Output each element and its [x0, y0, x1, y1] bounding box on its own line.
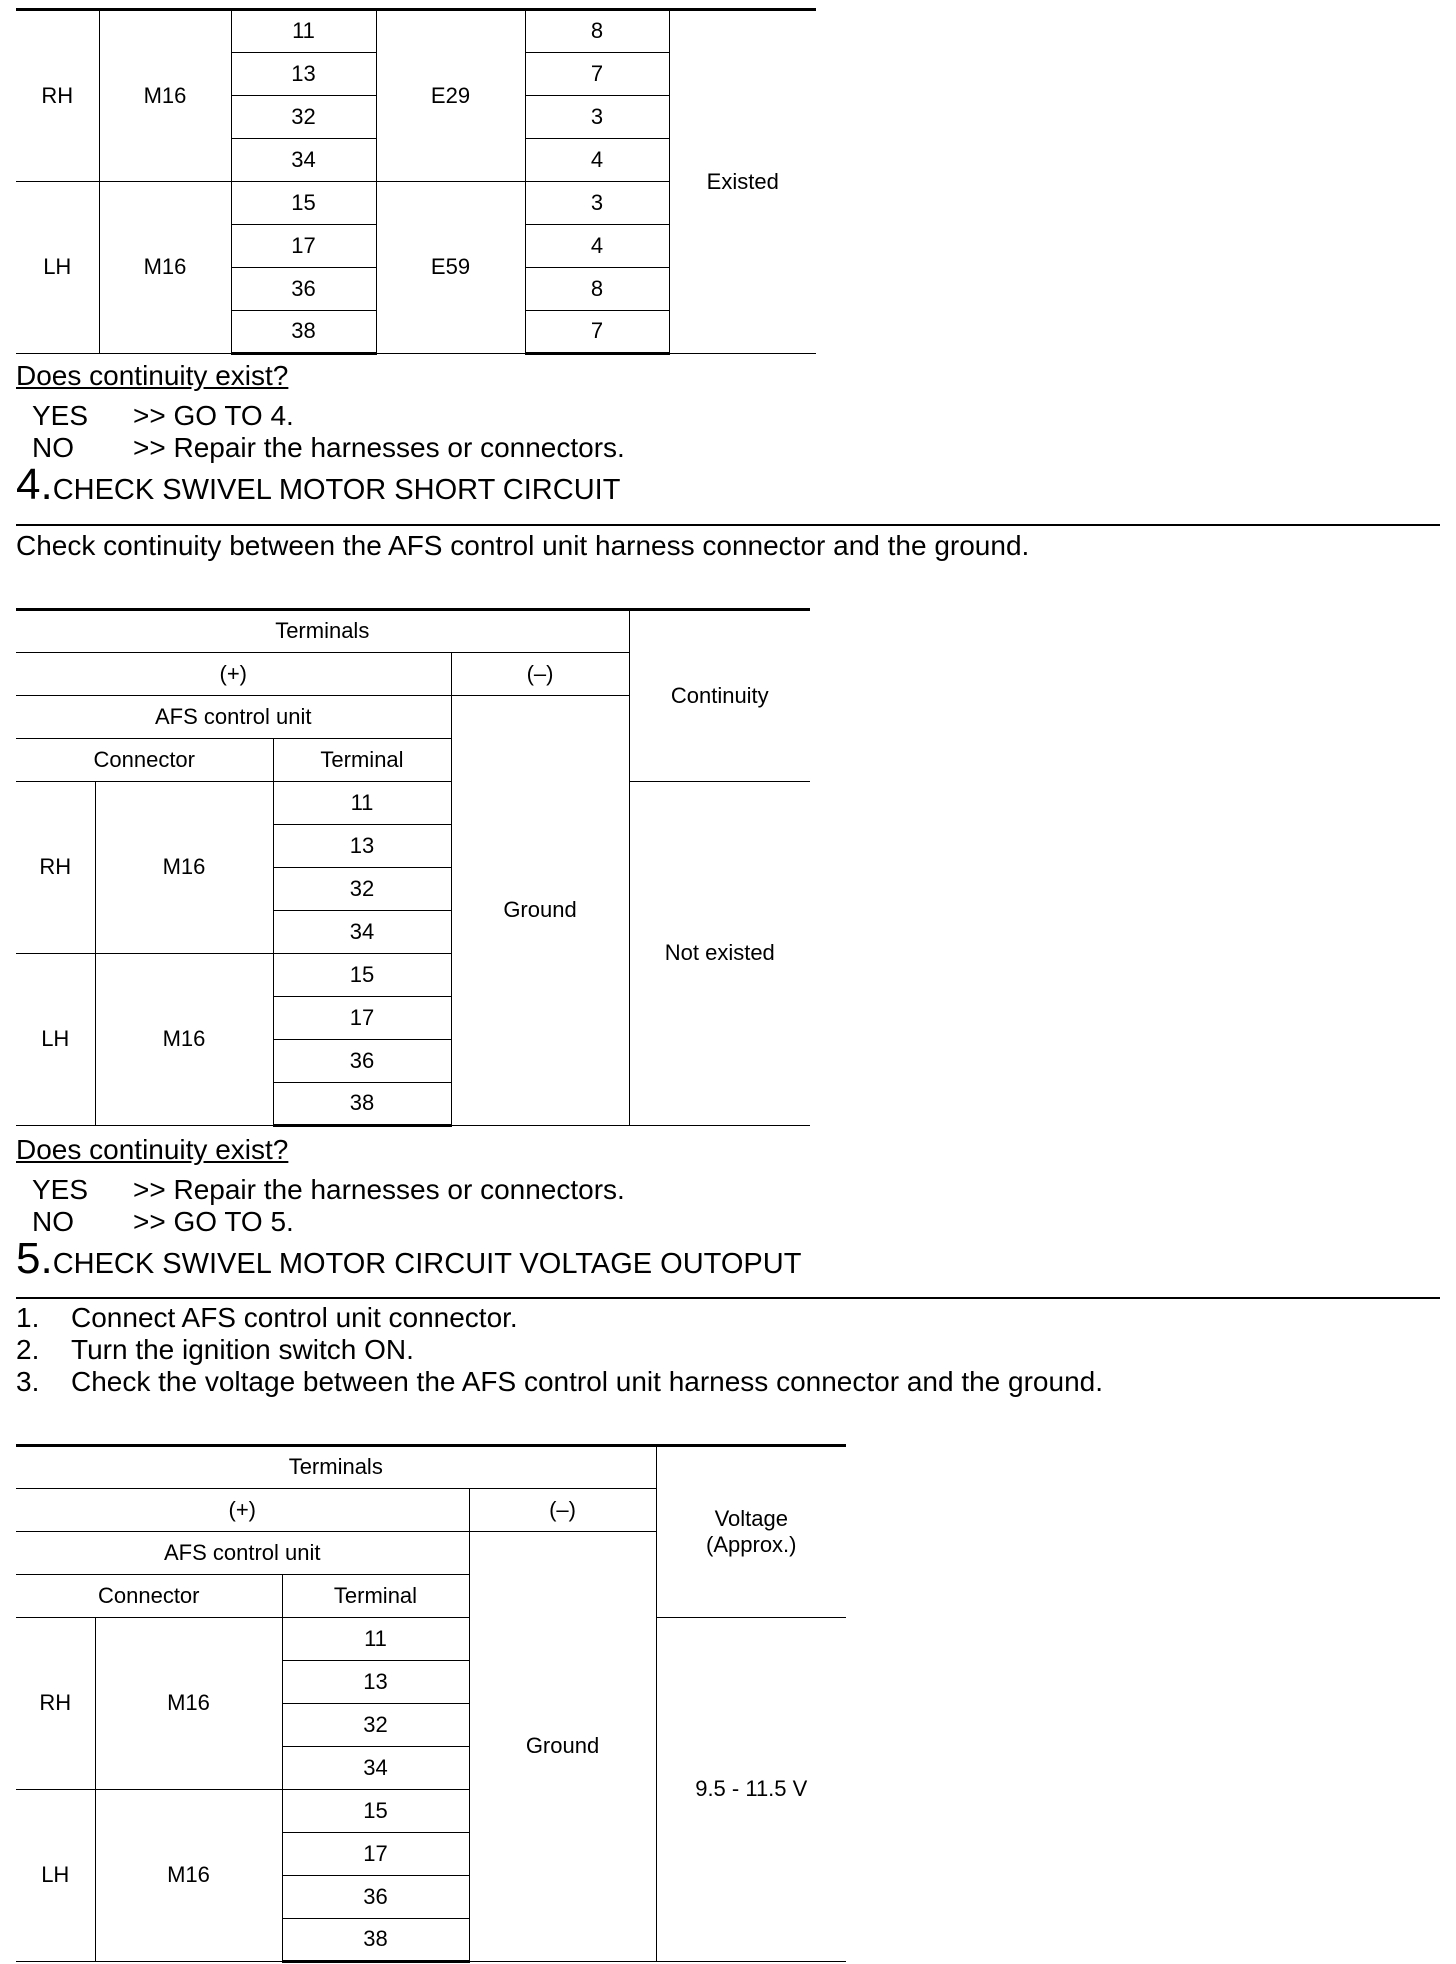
answer-yes	[32, 400, 732, 432]
step-4-instruction: Check continuity between the AFS control unit harness connector and the ground.	[16, 530, 1030, 561]
side-label: RH	[16, 10, 99, 182]
terminal-cell: 34	[231, 139, 376, 182]
connector-cell: M16	[99, 10, 231, 182]
terminal-cell: 17	[282, 1833, 469, 1876]
ground-cell: Ground	[469, 1532, 656, 1962]
header-minus: (–)	[469, 1489, 656, 1532]
continuity-result: Existed	[669, 10, 816, 354]
terminal-cell: 34	[282, 1747, 469, 1790]
harness-continuity-table	[16, 8, 816, 355]
answer-key: YES	[32, 400, 89, 431]
header-connector: Connector	[16, 739, 273, 782]
terminal-cell: 11	[231, 10, 376, 53]
terminal-cell: 13	[231, 53, 376, 96]
side-label: LH	[16, 182, 99, 354]
list-text: Connect AFS control unit connector.	[71, 1302, 518, 1333]
terminal-cell: 15	[282, 1790, 469, 1833]
connector-cell: M16	[95, 782, 273, 954]
header-terminals: Terminals	[16, 610, 629, 653]
list-number: 3.	[16, 1366, 40, 1397]
terminal-cell: 36	[231, 268, 376, 311]
step-number: 5.	[16, 1234, 53, 1283]
terminal-cell: 3	[525, 96, 669, 139]
terminal-cell: 11	[282, 1618, 469, 1661]
header-plus: (+)	[16, 653, 451, 696]
terminal-cell: 4	[525, 225, 669, 268]
answer-text: >> Repair the harnesses or connectors.	[133, 1174, 625, 1205]
answer-yes	[32, 1174, 732, 1206]
list-number: 2.	[16, 1334, 40, 1365]
connector-cell: E29	[376, 10, 525, 182]
continuity-question: Does continuity exist?	[16, 1134, 289, 1165]
header-terminal: Terminal	[273, 739, 451, 782]
step-title: CHECK SWIVEL MOTOR SHORT CIRCUIT	[52, 474, 621, 506]
voltage-output-table	[16, 1444, 846, 1963]
header-afs-unit: AFS control unit	[16, 1532, 469, 1575]
step-list-item	[16, 1366, 1416, 1398]
terminal-cell: 36	[282, 1876, 469, 1919]
terminal-cell: 4	[525, 139, 669, 182]
answer-key: NO	[32, 1206, 74, 1237]
terminal-cell: 32	[282, 1704, 469, 1747]
header-connector: Connector	[16, 1575, 282, 1618]
terminal-cell: 15	[273, 954, 451, 997]
terminal-cell: 38	[282, 1919, 469, 1962]
terminal-cell: 32	[231, 96, 376, 139]
header-minus: (–)	[451, 653, 629, 696]
header-afs-unit: AFS control unit	[16, 696, 451, 739]
header-continuity: Continuity	[629, 610, 810, 782]
result-cell: 9.5 - 11.5 V	[656, 1618, 846, 1962]
header-voltage	[656, 1446, 846, 1618]
result-cell: Not existed	[629, 782, 810, 1126]
terminal-cell: 3	[525, 182, 669, 225]
header-plus: (+)	[16, 1489, 469, 1532]
continuity-question: Does continuity exist?	[16, 360, 289, 391]
header-voltage-line1: Voltage	[714, 1505, 788, 1531]
ground-cell: Ground	[451, 696, 629, 1126]
terminal-cell: 8	[525, 10, 669, 53]
terminal-cell: 34	[273, 911, 451, 954]
terminal-cell: 7	[525, 311, 669, 354]
terminal-cell: 8	[525, 268, 669, 311]
terminal-cell: 11	[273, 782, 451, 825]
answer-text: >> GO TO 4.	[133, 400, 294, 431]
step-list-item	[16, 1302, 1416, 1334]
side-label: LH	[16, 1790, 95, 1962]
terminal-cell: 7	[525, 53, 669, 96]
connector-cell: M16	[95, 954, 273, 1126]
connector-cell: M16	[99, 182, 231, 354]
step-number: 4.	[16, 460, 53, 509]
step-list-item	[16, 1334, 1416, 1366]
side-label: RH	[16, 1618, 95, 1790]
terminal-cell: 13	[282, 1661, 469, 1704]
answer-text: >> Repair the harnesses or connectors.	[133, 432, 625, 463]
answer-text: >> GO TO 5.	[133, 1206, 294, 1237]
terminal-cell: 17	[231, 225, 376, 268]
terminal-cell: 13	[273, 825, 451, 868]
list-text: Check the voltage between the AFS control unit harness connector and the ground.	[71, 1366, 1103, 1397]
terminal-cell: 38	[231, 311, 376, 354]
connector-cell: M16	[95, 1618, 282, 1790]
side-label: LH	[16, 954, 95, 1126]
connector-cell: M16	[95, 1790, 282, 1962]
header-terminal: Terminal	[282, 1575, 469, 1618]
divider	[16, 1297, 1440, 1299]
answer-key: NO	[32, 432, 74, 463]
step-4-heading	[16, 460, 620, 510]
list-number: 1.	[16, 1302, 40, 1333]
short-circuit-table	[16, 608, 810, 1127]
step-title: CHECK SWIVEL MOTOR CIRCUIT VOLTAGE OUTOPUT	[52, 1248, 802, 1280]
terminal-cell: 32	[273, 868, 451, 911]
terminal-cell: 17	[273, 997, 451, 1040]
terminal-cell: 38	[273, 1083, 451, 1126]
step-5-heading	[16, 1234, 801, 1284]
divider	[16, 524, 1440, 526]
terminal-cell: 15	[231, 182, 376, 225]
terminal-cell: 36	[273, 1040, 451, 1083]
list-text: Turn the ignition switch ON.	[71, 1334, 414, 1365]
side-label: RH	[16, 782, 95, 954]
answer-key: YES	[32, 1174, 89, 1205]
connector-cell: E59	[376, 182, 525, 354]
header-terminals: Terminals	[16, 1446, 656, 1489]
header-voltage-line2: (Approx.)	[706, 1532, 797, 1557]
